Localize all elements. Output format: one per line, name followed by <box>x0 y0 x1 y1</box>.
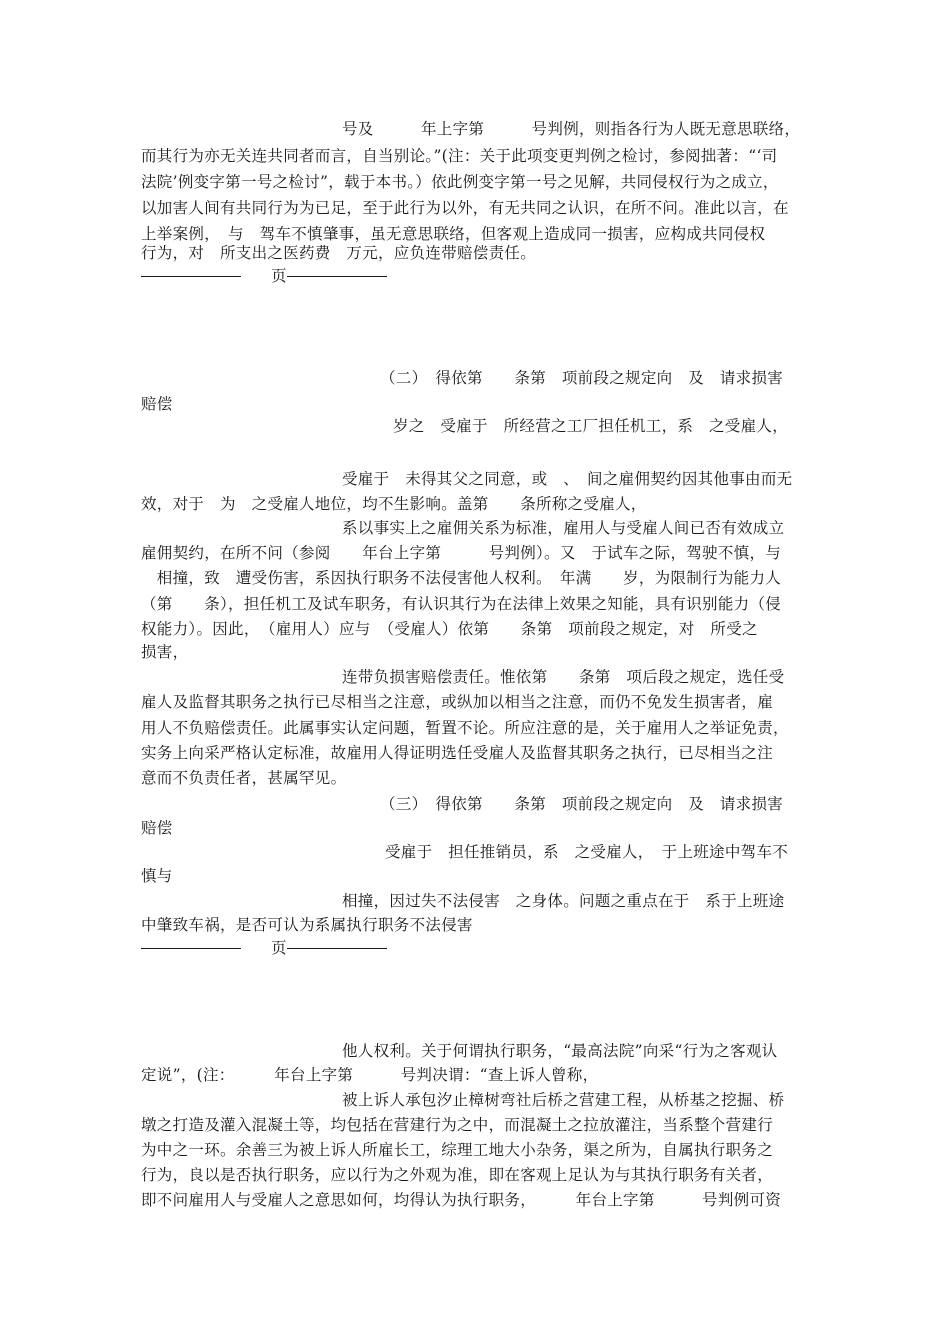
text-line: 岁之 受雇于 所经营之工厂担任机工，系 之受雇人， <box>393 417 789 435</box>
text-line: 即不问雇用人与受雇人之意思如何，均得认为执行职务， 年台上字第 号判例可资 <box>141 1191 782 1209</box>
text-line: 而其行为亦无关连共同者而言，自当别论。”(注：关于此项变更判例之检讨，参阅拙著：“‘司 <box>141 147 778 165</box>
text-line: 系以事实上之雇佣关系为标准，雇用人与受雇人间已否有效成立 <box>342 519 785 537</box>
section-heading: 赔偿 <box>141 819 173 837</box>
page-marker: 页 <box>271 267 287 285</box>
text-line: 相撞，致 遭受伤害，系因执行职务不法侵害他人权利。 年满 岁，为限制行为能力人 <box>141 569 782 587</box>
text-line: 中肇致车祸，是否可认为系属执行职务不法侵害 <box>141 916 473 934</box>
section-heading: （三） 得依第 条第 项前段之规定向 及 请求损害 <box>380 795 784 813</box>
text-line: 权能力）。因此， （雇用人）应与 （受雇人）依第 条第 项前段之规定，对 所受之 <box>141 620 758 638</box>
text-line: 实务上向采严格认定标准，故雇用人得证明选任受雇人及监督其职务之执行，已尽相当之注 <box>141 744 774 762</box>
text-line: 他人权利。关于何谓执行职务，“最高法院”向采“行为之客观认 <box>342 1042 778 1060</box>
section-heading: 赔偿 <box>141 395 173 413</box>
page-separator <box>141 938 401 958</box>
text-line: 意而不负责任者，甚属罕见。 <box>141 769 347 787</box>
text-line: （第 条），担任机工及试车职务，有认识其行为在法律上效果之知能，具有识别能力（侵 <box>141 595 782 613</box>
text-line: 行为，对 所支出之医药费 万元，应负连带赔偿责任。 <box>141 244 537 262</box>
text-line: 连带负损害赔偿责任。惟依第 条第 项后段之规定，选任受 <box>342 668 785 686</box>
text-line: 雇人及监督其职务之执行已尽相当之注意，或纵加以相当之注意，而仍不免发生损害者，雇 <box>141 693 774 711</box>
text-line: 定说”，(注： 年台上字第 号判决谓：“查上诉人曾称， <box>141 1066 599 1084</box>
text-line: 墩之打造及灌入混凝土等，均包括在营建行为之中，而混凝土之拉放灌注，当系整个营建行 <box>141 1116 774 1134</box>
text-line: 行为，良以是否执行职务，应以行为之外观为准，即在客观上足认为与其执行职务有关者， <box>141 1166 774 1184</box>
text-line: 用人不负赔偿责任。此属事实认定问题，暂置不论。所应注意的是，关于雇用人之举证免责， <box>141 719 789 737</box>
text-line: 上举案例， 与 驾车不慎肇事，虽无意思联络，但客观上造成同一损害，应构成共同侵权 <box>141 225 766 243</box>
text-line: 法院’例变字第一号之检讨”，载于本书。）依此例变字第一号之见解，共同侵权行为之成立， <box>141 173 779 191</box>
text-line: 号及 年上字第 号判例，则指各行为人既无意思联络， <box>342 120 801 138</box>
section-heading: （二） 得依第 条第 项前段之规定向 及 请求损害 <box>380 369 784 387</box>
text-line: 受雇于 未得其父之同意，或 、 间之雇佣契约因其他事由而无 <box>342 470 793 488</box>
text-line: 慎与 <box>141 867 173 885</box>
text-line: 被上诉人承包汐止樟树弯社后桥之营建工程，从桥基之挖掘、桥 <box>342 1091 785 1109</box>
text-line: 受雇于 担任推销员，系 之受雇人， 于上班途中驾车不 <box>385 843 789 861</box>
text-line: 损害， <box>141 643 189 661</box>
page-separator <box>141 266 401 286</box>
text-line: 效，对于 为 之受雇人地位，均不生影响。盖第 条所称之受雇人， <box>141 495 647 513</box>
text-line: 以加害人间有共同行为为已足，至于此行为以外，有无共同之认识，在所不问。准此以言，在 <box>141 199 789 217</box>
text-line: 相撞，因过失不法侵害 之身体。问题之重点在于 系于上班途 <box>342 892 785 910</box>
text-line: 雇佣契约，在所不问（参阅 年台上字第 号判例）。又 于试车之际，驾驶不慎，与 <box>141 544 782 562</box>
page-marker: 页 <box>271 939 287 957</box>
text-line: 为中之一环。余善三为被上诉人所雇长工，综理工地大小杂务，渠之所为，自属执行职务之 <box>141 1141 774 1159</box>
